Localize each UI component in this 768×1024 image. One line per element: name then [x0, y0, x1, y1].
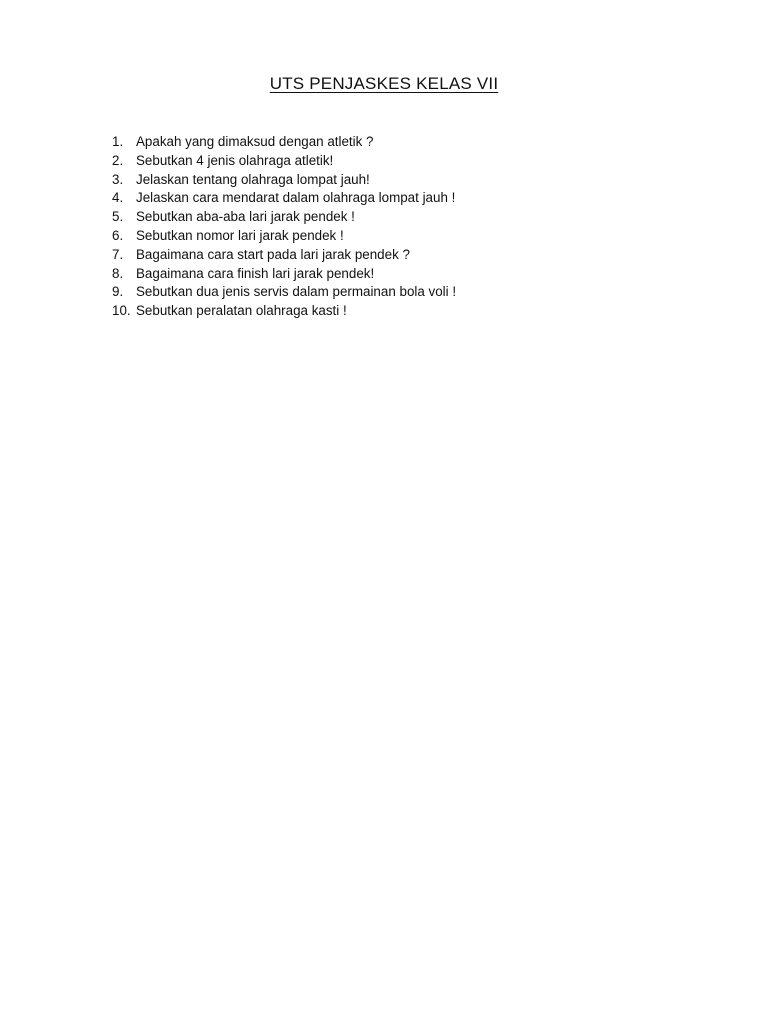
- question-list: [112, 134, 456, 322]
- question-text: Jelaskan cara mendarat dalam olahraga lompat jauh !: [136, 190, 456, 206]
- question-item-3: [112, 172, 456, 191]
- question-text: Sebutkan 4 jenis olahraga atletik!: [136, 152, 334, 168]
- question-number: 5.: [112, 209, 124, 225]
- document-title: [0, 74, 768, 94]
- question-number: 10.: [112, 303, 131, 319]
- question-item-8: [112, 266, 456, 285]
- question-number: 4.: [112, 190, 124, 206]
- question-item-5: [112, 209, 456, 228]
- question-text: Sebutkan peralatan olahraga kasti !: [136, 303, 347, 319]
- question-item-4: [112, 190, 456, 209]
- question-number: 7.: [112, 246, 124, 262]
- question-text: Apakah yang dimaksud dengan atletik ?: [136, 134, 374, 149]
- question-item-1: [112, 134, 456, 153]
- question-item-2: [112, 153, 456, 172]
- question-item-9: [112, 284, 456, 303]
- question-item-10: [112, 303, 456, 322]
- question-number: 6.: [112, 227, 124, 243]
- question-text: Sebutkan aba-aba lari jarak pendek !: [136, 209, 355, 225]
- question-item-7: [112, 247, 456, 266]
- question-number: 1.: [112, 134, 124, 149]
- question-text: Bagaimana cara start pada lari jarak pendek ?: [136, 246, 410, 262]
- question-text: Jelaskan tentang olahraga lompat jauh!: [136, 171, 370, 187]
- question-item-6: [112, 228, 456, 247]
- question-number: 9.: [112, 284, 124, 300]
- document-title-text: UTS PENJASKES KELAS VII: [269, 74, 499, 93]
- question-number: 8.: [112, 265, 124, 281]
- question-text: Bagaimana cara finish lari jarak pendek!: [136, 265, 375, 281]
- question-text: Sebutkan nomor lari jarak pendek !: [136, 227, 344, 243]
- question-text: Sebutkan dua jenis servis dalam permainan bola voli !: [136, 284, 457, 300]
- question-number: 2.: [112, 152, 124, 168]
- question-number: 3.: [112, 171, 124, 187]
